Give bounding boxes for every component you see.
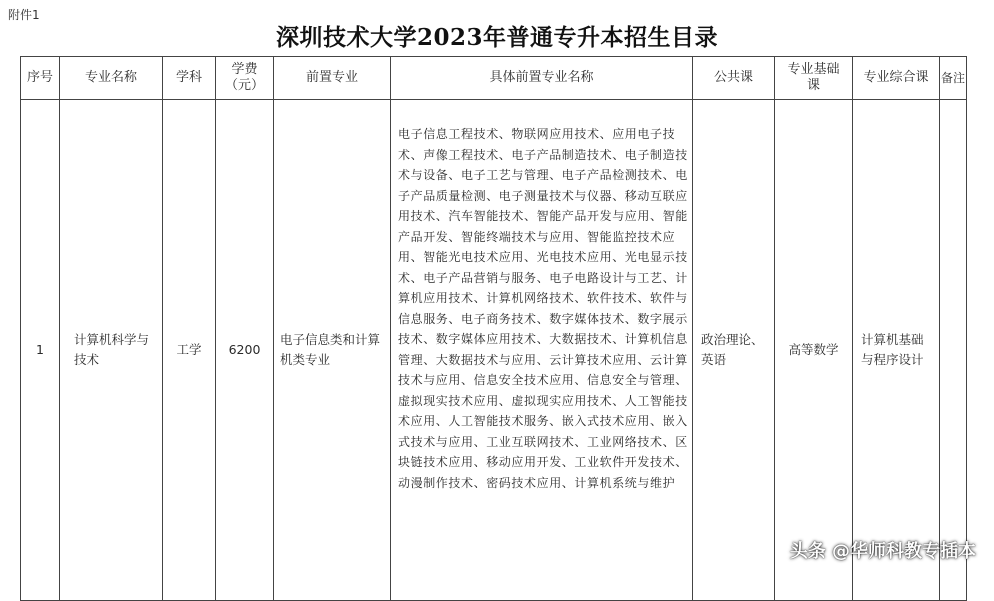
cell-prereq-names: 电子信息工程技术、物联网应用技术、应用电子技术、声像工程技术、电子产品制造技术、电子制造技术与设备、电子工艺与管理、电子产品检测技术、电子产品质量检测、电子测量技术与仪器、移动互联应用技术、汽车智能技术、智能产品开发与应用、智能产品开发、智能终端技术与应用、智能监控技术应用、智能光电技术应用、光电技术应用、光电显示技术、电子产品营销与服务、电子电路设计与工艺、计算机应用技术、计算机网络技术、软件技术、软件与信息服务、电子商务技术、数字媒体技术、数字展示技术、数字媒体应用技术、大数据技术、计算机信息管理、大数据技术与应用、云计算技术应用、云计算技术与应用、信息安全技术应用、信息安全与管理、虚拟现实技术应用、虚拟现实应用技术、人工智能技术应用、人工智能技术服务、嵌入式技术应用、嵌入式技术与应用、工业互联网技术、工业网络技术、区块链技术应用、移动应用开发、工业软件开发技术、动漫制作技术、密码技术应用、计算机系统与维护 (391, 100, 693, 601)
cell-major: 计算机科学与技术 (60, 100, 163, 601)
header-basic-course: 专业基础课 (775, 57, 853, 100)
attachment-label: 附件1 (8, 8, 40, 22)
cell-discipline: 工学 (163, 100, 216, 601)
header-discipline: 学科 (163, 57, 216, 100)
cell-public-course: 政治理论、英语 (693, 100, 775, 601)
cell-seq: 1 (21, 100, 60, 601)
table-header-row (21, 57, 967, 100)
cell-prereq-major: 电子信息类和计算机类专业 (274, 100, 391, 601)
header-major: 专业名称 (60, 57, 163, 100)
header-public-course: 公共课 (693, 57, 775, 100)
cell-tuition: 6200 (216, 100, 274, 601)
watermark: 头条 @华师科教专插本 (789, 541, 976, 562)
cell-basic-course: 高等数学 (775, 100, 853, 601)
cell-remarks (940, 100, 967, 601)
header-prereq-names: 具体前置专业名称 (391, 57, 693, 100)
header-comprehensive-course: 专业综合课 (853, 57, 940, 100)
header-prereq-major: 前置专业 (274, 57, 391, 100)
table-row (21, 100, 967, 601)
header-seq: 序号 (21, 57, 60, 100)
header-tuition: 学费（元） (216, 57, 274, 100)
page-title: 深圳技术大学2023年普通专升本招生目录 (275, 24, 718, 51)
cell-comprehensive-course: 计算机基础与程序设计 (853, 100, 940, 601)
header-remarks: 备注 (940, 57, 967, 100)
enrollment-catalog-table (20, 56, 967, 601)
